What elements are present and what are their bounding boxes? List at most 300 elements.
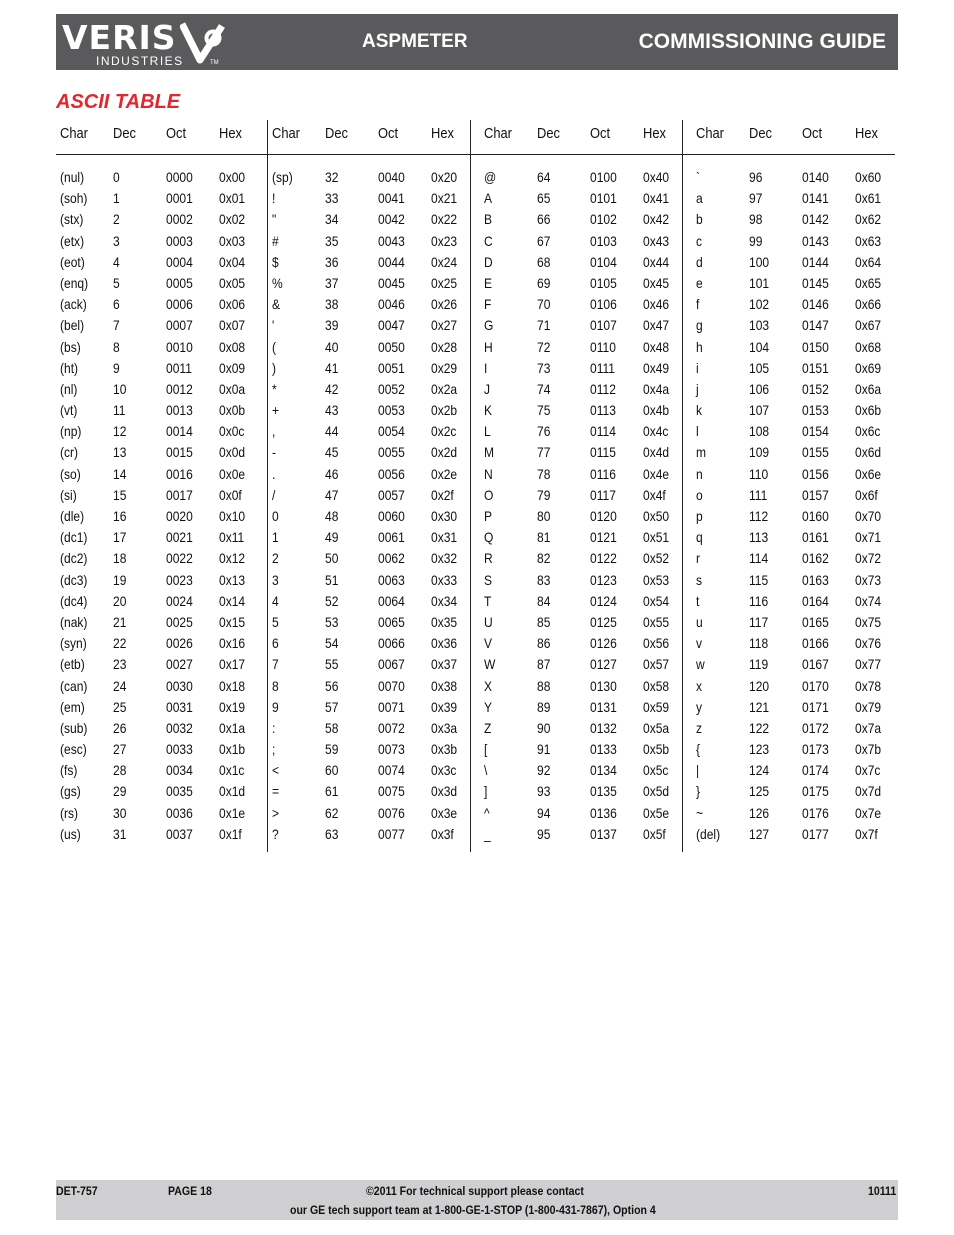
cell-dec: 7 bbox=[113, 317, 120, 334]
table-row bbox=[56, 803, 895, 824]
cell-char: # bbox=[272, 232, 279, 249]
cell-dec: 76 bbox=[537, 423, 551, 440]
page-header bbox=[56, 14, 898, 70]
cell-hex: 0x6c bbox=[855, 423, 881, 440]
table-row bbox=[56, 760, 895, 781]
cell-hex: 0x7a bbox=[855, 719, 882, 736]
page-number: PAGE 18 bbox=[168, 1184, 212, 1198]
cell-char: d bbox=[696, 253, 703, 270]
cell-hex: 0x5f bbox=[643, 825, 666, 842]
table-row bbox=[56, 231, 895, 252]
cell-dec: 73 bbox=[537, 359, 551, 376]
cell-dec: 81 bbox=[537, 529, 551, 546]
cell-hex: 0x2d bbox=[431, 444, 458, 461]
cell-oct: 0001 bbox=[166, 190, 193, 207]
cell-oct: 0065 bbox=[378, 613, 405, 630]
cell-oct: 0022 bbox=[166, 550, 193, 567]
cell-oct: 0111 bbox=[590, 359, 616, 376]
cell-char: } bbox=[696, 783, 701, 800]
cell-char: o bbox=[696, 486, 703, 503]
table-row bbox=[56, 570, 895, 591]
cell-char: f bbox=[696, 296, 700, 313]
cell-char: ) bbox=[272, 359, 277, 376]
cell-dec: 60 bbox=[325, 762, 339, 779]
cell-char: (sp) bbox=[272, 169, 293, 185]
cell-dec: 103 bbox=[749, 317, 770, 334]
cell-oct: 0133 bbox=[590, 741, 617, 758]
cell-char: 7 bbox=[272, 656, 279, 673]
cell-hex: 0x21 bbox=[431, 190, 458, 207]
cell-hex: 0x3a bbox=[431, 719, 458, 736]
table-row bbox=[56, 824, 895, 845]
cell-char: (dc4) bbox=[60, 592, 88, 609]
cell-char: (enq) bbox=[60, 274, 89, 291]
table-row bbox=[56, 697, 895, 718]
cell-oct: 0117 bbox=[590, 486, 616, 503]
cell-oct: 0040 bbox=[378, 169, 405, 185]
cell-hex: 0x13 bbox=[219, 571, 246, 588]
cell-dec: 59 bbox=[325, 741, 339, 758]
cell-dec: 113 bbox=[749, 529, 769, 546]
cell-hex: 0x1c bbox=[219, 762, 245, 779]
support-line-1: ©2011 For technical support please contact bbox=[366, 1184, 584, 1198]
logo-mark-icon bbox=[180, 20, 228, 64]
cell-oct: 0000 bbox=[166, 169, 193, 185]
cell-dec: 69 bbox=[537, 274, 551, 291]
cell-dec: 15 bbox=[113, 486, 127, 503]
cell-oct: 0100 bbox=[590, 169, 617, 185]
cell-oct: 0024 bbox=[166, 592, 193, 609]
cell-hex: 0x77 bbox=[855, 656, 882, 673]
cell-char: B bbox=[484, 211, 493, 228]
cell-oct: 0153 bbox=[802, 402, 829, 419]
cell-dec: 12 bbox=[113, 423, 127, 440]
cell-hex: 0x0b bbox=[219, 402, 246, 419]
cell-char: (si) bbox=[60, 486, 77, 503]
cell-char: ' bbox=[272, 317, 275, 334]
cell-char: | bbox=[696, 762, 700, 779]
cell-dec: 52 bbox=[325, 592, 339, 609]
cell-oct: 0162 bbox=[802, 550, 829, 567]
cell-dec: 100 bbox=[749, 253, 770, 270]
cell-char: ! bbox=[272, 190, 276, 207]
cell-oct: 0036 bbox=[166, 804, 193, 821]
cell-dec: 25 bbox=[113, 698, 127, 715]
cell-oct: 0177 bbox=[802, 825, 829, 842]
cell-oct: 0176 bbox=[802, 804, 829, 821]
cell-hex: 0x04 bbox=[219, 253, 246, 270]
cell-dec: 39 bbox=[325, 317, 339, 334]
cell-hex: 0x52 bbox=[643, 550, 670, 567]
cell-hex: 0x4e bbox=[643, 465, 670, 482]
cell-char: ~ bbox=[696, 804, 704, 821]
cell-hex: 0x03 bbox=[219, 232, 246, 249]
cell-dec: 22 bbox=[113, 635, 127, 652]
cell-hex: 0x05 bbox=[219, 274, 246, 291]
document-code: 10111 bbox=[868, 1184, 897, 1198]
guide-title: COMMISSIONING GUIDE bbox=[638, 30, 886, 53]
cell-hex: 0x2e bbox=[431, 465, 458, 482]
cell-oct: 0102 bbox=[590, 211, 617, 228]
table-row bbox=[56, 273, 895, 294]
cell-dec: 102 bbox=[749, 296, 770, 313]
cell-char: % bbox=[272, 274, 283, 291]
cell-dec: 92 bbox=[537, 762, 551, 779]
cell-char: (etx) bbox=[60, 232, 85, 249]
cell-hex: 0x4b bbox=[643, 402, 670, 419]
cell-hex: 0x56 bbox=[643, 635, 670, 652]
cell-char: Q bbox=[484, 529, 494, 546]
cell-hex: 0x5a bbox=[643, 719, 670, 736]
cell-oct: 0032 bbox=[166, 719, 193, 736]
cell-oct: 0033 bbox=[166, 741, 193, 758]
veris-logo bbox=[62, 18, 232, 68]
cell-dec: 125 bbox=[749, 783, 770, 800]
cell-dec: 17 bbox=[113, 529, 127, 546]
cell-dec: 105 bbox=[749, 359, 770, 376]
cell-oct: 0126 bbox=[590, 635, 617, 652]
cell-char: F bbox=[484, 296, 492, 313]
cell-oct: 0146 bbox=[802, 296, 829, 313]
cell-char: U bbox=[484, 613, 493, 630]
cell-char: + bbox=[272, 402, 280, 419]
cell-oct: 0071 bbox=[378, 698, 405, 715]
cell-dec: 54 bbox=[325, 635, 339, 652]
cell-hex: 0x23 bbox=[431, 232, 458, 249]
cell-hex: 0x29 bbox=[431, 359, 458, 376]
cell-hex: 0x36 bbox=[431, 635, 458, 652]
cell-char: . bbox=[272, 465, 276, 482]
cell-char: b bbox=[696, 211, 703, 228]
cell-hex: 0x1e bbox=[219, 804, 246, 821]
logo-wordmark: VERIS bbox=[62, 18, 177, 57]
cell-dec: 28 bbox=[113, 762, 127, 779]
header-oct: Oct bbox=[378, 125, 399, 142]
cell-char: T bbox=[484, 592, 492, 609]
cell-char: (so) bbox=[60, 465, 81, 482]
cell-hex: 0x33 bbox=[431, 571, 458, 588]
cell-hex: 0x06 bbox=[219, 296, 246, 313]
table-row bbox=[56, 315, 895, 336]
cell-dec: 99 bbox=[749, 232, 763, 249]
cell-dec: 120 bbox=[749, 677, 770, 694]
cell-oct: 0072 bbox=[378, 719, 405, 736]
cell-char: N bbox=[484, 465, 493, 482]
cell-oct: 0023 bbox=[166, 571, 193, 588]
cell-hex: 0x34 bbox=[431, 592, 458, 609]
cell-oct: 0021 bbox=[166, 529, 193, 546]
cell-oct: 0141 bbox=[802, 190, 829, 207]
cell-hex: 0x65 bbox=[855, 274, 882, 291]
cell-hex: 0x5e bbox=[643, 804, 670, 821]
cell-oct: 0027 bbox=[166, 656, 193, 673]
cell-dec: 63 bbox=[325, 825, 339, 842]
cell-hex: 0x50 bbox=[643, 508, 670, 524]
cell-hex: 0x60 bbox=[855, 169, 882, 185]
cell-char: & bbox=[272, 296, 281, 313]
cell-char: (fs) bbox=[60, 762, 78, 779]
header-dec: Dec bbox=[749, 125, 772, 142]
cell-char: P bbox=[484, 508, 493, 524]
cell-hex: 0x0e bbox=[219, 465, 246, 482]
cell-hex: 0x68 bbox=[855, 338, 882, 355]
cell-oct: 0047 bbox=[378, 317, 405, 334]
cell-oct: 0012 bbox=[166, 380, 193, 397]
cell-char: { bbox=[696, 741, 701, 758]
cell-dec: 8 bbox=[113, 338, 120, 355]
cell-char: @ bbox=[484, 169, 497, 185]
cell-oct: 0011 bbox=[166, 359, 192, 376]
cell-char: (dc1) bbox=[60, 529, 88, 546]
cell-oct: 0121 bbox=[590, 529, 617, 546]
cell-dec: 93 bbox=[537, 783, 551, 800]
cell-dec: 32 bbox=[325, 169, 339, 185]
cell-hex: 0x71 bbox=[855, 529, 882, 546]
cell-hex: 0x0f bbox=[219, 486, 242, 503]
header-char: Char bbox=[60, 125, 88, 142]
cell-dec: 58 bbox=[325, 719, 339, 736]
cell-char: ; bbox=[272, 741, 276, 758]
cell-oct: 0147 bbox=[802, 317, 829, 334]
cell-hex: 0x19 bbox=[219, 698, 246, 715]
cell-hex: 0x4f bbox=[643, 486, 666, 503]
cell-dec: 53 bbox=[325, 613, 339, 630]
cell-oct: 0144 bbox=[802, 253, 829, 270]
cell-oct: 0053 bbox=[378, 402, 405, 419]
cell-hex: 0x57 bbox=[643, 656, 670, 673]
cell-oct: 0137 bbox=[590, 825, 617, 842]
support-line-2: our GE tech support team at 1-800-GE-1-STOP (1-800-431-7867), Option 4 bbox=[290, 1203, 656, 1217]
cell-oct: 0037 bbox=[166, 825, 193, 842]
cell-char: n bbox=[696, 465, 703, 482]
cell-dec: 119 bbox=[749, 656, 769, 673]
cell-char: L bbox=[484, 423, 491, 440]
cell-hex: 0x4d bbox=[643, 444, 670, 461]
cell-oct: 0005 bbox=[166, 274, 193, 291]
header-dec: Dec bbox=[537, 125, 560, 142]
cell-oct: 0105 bbox=[590, 274, 617, 291]
cell-char: S bbox=[484, 571, 493, 588]
cell-dec: 67 bbox=[537, 232, 551, 249]
cell-oct: 0142 bbox=[802, 211, 829, 228]
cell-char: q bbox=[696, 529, 703, 546]
cell-dec: 104 bbox=[749, 338, 770, 355]
cell-dec: 49 bbox=[325, 529, 339, 546]
table-row bbox=[56, 739, 895, 760]
cell-oct: 0143 bbox=[802, 232, 829, 249]
cell-char: H bbox=[484, 338, 493, 355]
cell-oct: 0167 bbox=[802, 656, 829, 673]
cell-hex: 0x3c bbox=[431, 762, 457, 779]
cell-char: Z bbox=[484, 719, 492, 736]
cell-hex: 0x16 bbox=[219, 635, 246, 652]
logo-subtext: INDUSTRIES bbox=[96, 54, 184, 68]
cell-hex: 0x10 bbox=[219, 508, 246, 524]
cell-hex: 0x1a bbox=[219, 719, 246, 736]
cell-hex: 0x2b bbox=[431, 402, 458, 419]
cell-char: M bbox=[484, 444, 495, 461]
header-hex: Hex bbox=[219, 125, 242, 142]
cell-char: " bbox=[272, 211, 277, 228]
cell-hex: 0x73 bbox=[855, 571, 882, 588]
cell-char: 6 bbox=[272, 635, 279, 652]
cell-char: (dc3) bbox=[60, 571, 88, 588]
cell-char: k bbox=[696, 402, 703, 419]
cell-oct: 0056 bbox=[378, 465, 405, 482]
cell-char: V bbox=[484, 635, 493, 652]
cell-hex: 0x48 bbox=[643, 338, 670, 355]
cell-char: (nul) bbox=[60, 169, 85, 185]
cell-hex: 0x24 bbox=[431, 253, 458, 270]
cell-char: (rs) bbox=[60, 804, 79, 821]
cell-oct: 0046 bbox=[378, 296, 405, 313]
cell-dec: 55 bbox=[325, 656, 339, 673]
cell-oct: 0120 bbox=[590, 508, 617, 524]
cell-char: (sub) bbox=[60, 719, 88, 736]
cell-oct: 0163 bbox=[802, 571, 829, 588]
cell-oct: 0077 bbox=[378, 825, 405, 842]
cell-char: (nak) bbox=[60, 613, 88, 630]
cell-hex: 0x54 bbox=[643, 592, 670, 609]
cell-hex: 0x76 bbox=[855, 635, 882, 652]
cell-char: ] bbox=[484, 783, 488, 800]
cell-char: (bs) bbox=[60, 338, 81, 355]
cell-hex: 0x79 bbox=[855, 698, 882, 715]
table-row bbox=[56, 591, 895, 612]
cell-oct: 0052 bbox=[378, 380, 405, 397]
cell-hex: 0x49 bbox=[643, 359, 670, 376]
cell-hex: 0x7b bbox=[855, 741, 882, 758]
cell-char: : bbox=[272, 719, 276, 736]
cell-oct: 0003 bbox=[166, 232, 193, 249]
cell-hex: 0x6b bbox=[855, 402, 882, 419]
cell-oct: 0103 bbox=[590, 232, 617, 249]
cell-char: v bbox=[696, 635, 703, 652]
cell-hex: 0x30 bbox=[431, 508, 458, 524]
ascii-table bbox=[56, 120, 895, 845]
cell-dec: 116 bbox=[749, 592, 769, 609]
cell-char: (eot) bbox=[60, 253, 85, 270]
cell-dec: 83 bbox=[537, 571, 551, 588]
cell-dec: 19 bbox=[113, 571, 127, 588]
cell-dec: 57 bbox=[325, 698, 339, 715]
table-row bbox=[56, 633, 895, 654]
cell-char: y bbox=[696, 698, 703, 715]
header-dec: Dec bbox=[325, 125, 348, 142]
cell-char: < bbox=[272, 762, 280, 779]
table-row bbox=[56, 252, 895, 273]
cell-dec: 33 bbox=[325, 190, 339, 207]
cell-dec: 66 bbox=[537, 211, 551, 228]
cell-hex: 0x43 bbox=[643, 232, 670, 249]
cell-char: (syn) bbox=[60, 635, 87, 652]
cell-dec: 108 bbox=[749, 423, 770, 440]
cell-char: g bbox=[696, 317, 703, 334]
cell-oct: 0156 bbox=[802, 465, 829, 482]
cell-oct: 0165 bbox=[802, 613, 829, 630]
table-row bbox=[56, 421, 895, 442]
cell-hex: 0x74 bbox=[855, 592, 882, 609]
table-row bbox=[56, 781, 895, 802]
cell-char: O bbox=[484, 486, 494, 503]
header-char: Char bbox=[272, 125, 300, 142]
table-row bbox=[56, 442, 895, 463]
cell-hex: 0x0a bbox=[219, 380, 246, 397]
cell-dec: 82 bbox=[537, 550, 551, 567]
table-row bbox=[56, 676, 895, 697]
cell-hex: 0x02 bbox=[219, 211, 246, 228]
cell-dec: 127 bbox=[749, 825, 770, 842]
table-row bbox=[56, 167, 895, 188]
cell-oct: 0123 bbox=[590, 571, 617, 588]
cell-char: e bbox=[696, 274, 703, 291]
table-body bbox=[56, 155, 895, 845]
cell-dec: 38 bbox=[325, 296, 339, 313]
cell-hex: 0x2f bbox=[431, 486, 454, 503]
cell-hex: 0x5c bbox=[643, 762, 669, 779]
cell-oct: 0057 bbox=[378, 486, 405, 503]
cell-hex: 0x3e bbox=[431, 804, 458, 821]
cell-char: = bbox=[272, 783, 280, 800]
cell-oct: 0016 bbox=[166, 465, 193, 482]
cell-dec: 117 bbox=[749, 613, 769, 630]
cell-hex: 0x7d bbox=[855, 783, 882, 800]
cell-dec: 50 bbox=[325, 550, 339, 567]
cell-hex: 0x14 bbox=[219, 592, 246, 609]
cell-hex: 0x31 bbox=[431, 529, 458, 546]
cell-dec: 95 bbox=[537, 825, 551, 842]
cell-hex: 0x3d bbox=[431, 783, 458, 800]
cell-char: X bbox=[484, 677, 493, 694]
cell-char: (ack) bbox=[60, 296, 87, 313]
cell-oct: 0101 bbox=[590, 190, 617, 207]
cell-hex: 0x47 bbox=[643, 317, 670, 334]
table-row bbox=[56, 209, 895, 230]
cell-oct: 0050 bbox=[378, 338, 405, 355]
cell-char: (np) bbox=[60, 423, 82, 440]
cell-dec: 94 bbox=[537, 804, 551, 821]
cell-dec: 10 bbox=[113, 380, 127, 397]
cell-dec: 124 bbox=[749, 762, 770, 779]
header-oct: Oct bbox=[166, 125, 187, 142]
cell-dec: 45 bbox=[325, 444, 339, 461]
cell-char: W bbox=[484, 656, 496, 673]
cell-hex: 0x7c bbox=[855, 762, 881, 779]
cell-oct: 0171 bbox=[802, 698, 829, 715]
cell-oct: 0025 bbox=[166, 613, 193, 630]
cell-oct: 0175 bbox=[802, 783, 829, 800]
cell-dec: 40 bbox=[325, 338, 339, 355]
cell-hex: 0x6d bbox=[855, 444, 882, 461]
cell-dec: 13 bbox=[113, 444, 127, 461]
cell-oct: 0172 bbox=[802, 719, 829, 736]
cell-hex: 0x61 bbox=[855, 190, 882, 207]
cell-oct: 0045 bbox=[378, 274, 405, 291]
cell-dec: 14 bbox=[113, 465, 127, 482]
cell-oct: 0060 bbox=[378, 508, 405, 524]
cell-hex: 0x07 bbox=[219, 317, 246, 334]
cell-hex: 0x66 bbox=[855, 296, 882, 313]
cell-hex: 0x38 bbox=[431, 677, 458, 694]
cell-oct: 0127 bbox=[590, 656, 617, 673]
cell-char: m bbox=[696, 444, 707, 461]
cell-char: \ bbox=[484, 762, 488, 779]
cell-char: I bbox=[484, 359, 488, 376]
cell-hex: 0x62 bbox=[855, 211, 882, 228]
cell-char: 5 bbox=[272, 613, 279, 630]
cell-oct: 0170 bbox=[802, 677, 829, 694]
cell-char: 4 bbox=[272, 592, 279, 609]
